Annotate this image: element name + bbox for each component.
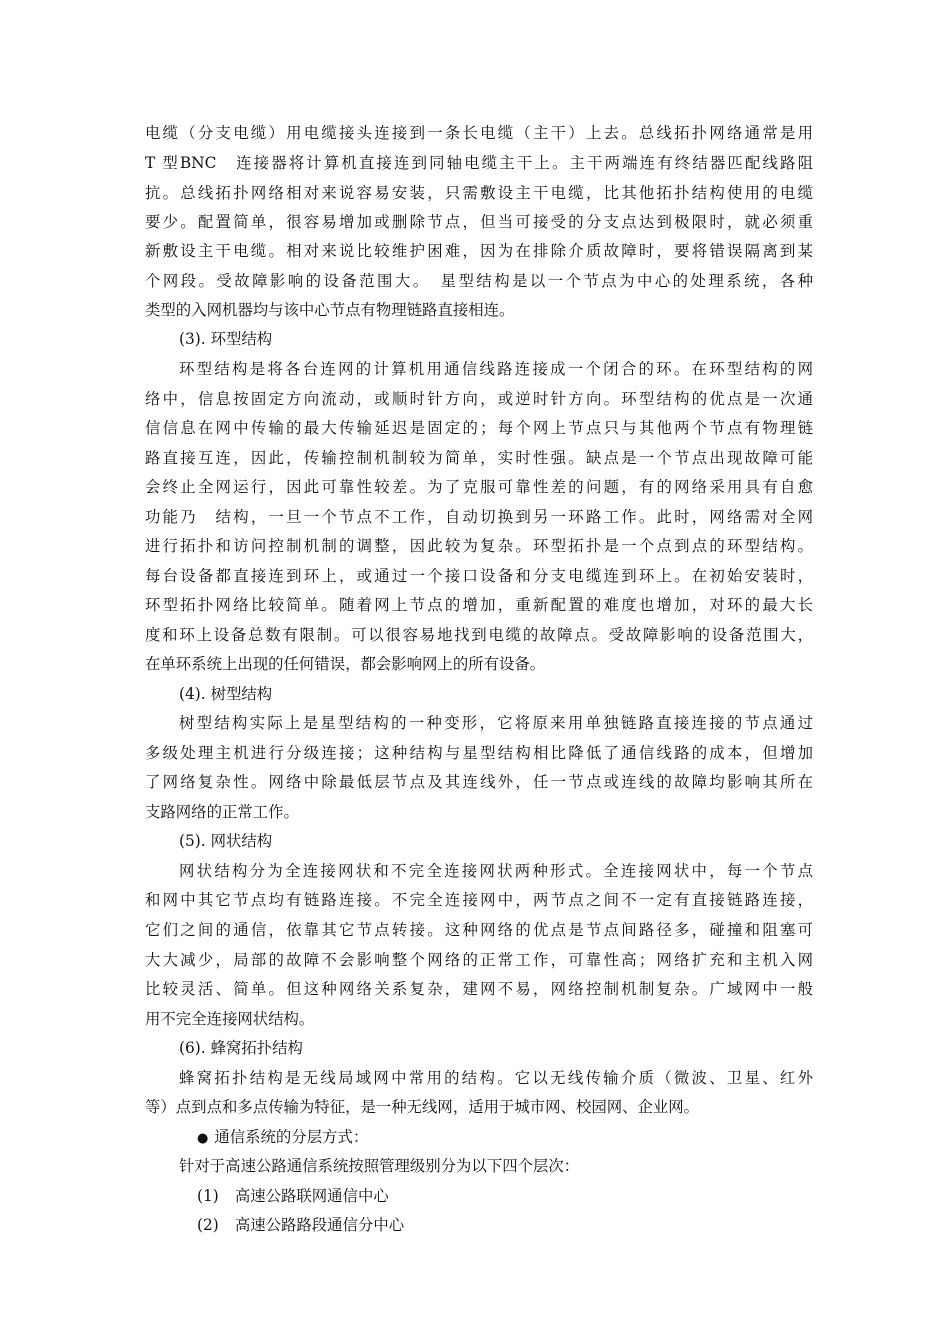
list-item xyxy=(197,1186,697,1208)
text-line: 大大减少，局部的故障不会影响整个网络的正常工作，可靠性高；网络扩充和主机入网 xyxy=(145,951,813,969)
text-line: 用不完全连接网状结构。 xyxy=(145,1010,315,1028)
text-line: 支路网络的正常工作。 xyxy=(145,803,299,821)
text-line: 抗。总线拓扑网络相对来说容易安装，只需敷设主干电缆，比其他拓扑结构使用的电缆 xyxy=(145,184,813,202)
text-line: 个网段。受故障影响的设备范围大。 星型结构是以一个节点为中心的处理系统，各种 xyxy=(145,272,813,290)
text-line: 树型结构实际上是星型结构的一种变形，它将原来用单独链路直接连接的节点通过 xyxy=(179,714,813,732)
text-line: 度和环上设备总数有限制。可以很容易地找到电缆的故障点。受故障影响的设备范围大， xyxy=(145,626,813,644)
text-line: 环型拓扑网络比较简单。随着网上节点的增加，重新配置的难度也增加，对环的最大长 xyxy=(145,596,813,614)
text-line: 新敷设主干电缆。相对来说比较维护困难，因为在排除介质故障时，要将错误隔离到某 xyxy=(145,242,813,260)
text-line: 和网中其它节点均有链路连接。不完全连接网中，两节点之间不一定有直接链路连接， xyxy=(145,891,813,909)
text-line: 网状结构分为全连接网状和不完全连接网状两种形式。全连接网状中，每一个节点 xyxy=(179,862,813,880)
list-number: (1) xyxy=(197,1187,219,1205)
list-text: 高速公路路段通信分中心 xyxy=(234,1216,405,1234)
list-number: (2) xyxy=(197,1216,219,1234)
text-line: 络中，信息按固定方向流动，或顺时针方向，或逆时针方向。环型结构的优点是一次通 xyxy=(145,390,813,408)
text-line: 类型的入网机器均与该中心节点有物理链路直接相连。 xyxy=(145,301,515,319)
text-line: 环型结构是将各台连网的计算机用通信线路连接成一个闭合的环。在环型结构的网 xyxy=(179,360,813,378)
section-heading: (4). 树型结构 xyxy=(179,685,273,703)
text-line: 功能乃 结构，一旦一个节点不工作，自动切换到另一环路工作。此时，网络需对全网 xyxy=(145,508,813,526)
text-line: 会终止全网运行，因此可靠性较差。为了克服可靠性差的问题，有的网络采用具有自愈 xyxy=(145,478,813,496)
text-line: 信信息在网中传输的最大传输延迟是固定的；每个网上节点只与其他两个节点有物理链 xyxy=(145,419,813,437)
text-line: 要少。配置简单，很容易增加或删除节点，但当可接受的分支点达到极限时，就必须重 xyxy=(145,213,813,231)
section-heading: (6). 蜂窝拓扑结构 xyxy=(179,1039,303,1057)
text-line: 比较灵活、简单。但这种网络关系复杂，建网不易，网络控制机制复杂。广域网中一般 xyxy=(145,980,813,998)
list-text: 高速公路联网通信中心 xyxy=(234,1187,389,1205)
text-line: 多级处理主机进行分级连接；这种结构与星型结构相比降低了通信线路的成本，但增加 xyxy=(145,744,813,762)
text-line: 在单环系统上出现的任何错误，都会影响网上的所有设备。 xyxy=(145,655,546,673)
text-line: T 型BNC 连接器将计算机直接连到同轴电缆主干上。主干两端连有终结器匹配线路阻 xyxy=(145,154,813,172)
section-heading: (3). 环型结构 xyxy=(179,330,273,348)
text-line: 路直接互连，因此，传输控制机制较为简单，实时性强。缺点是一个节点出现故障可能 xyxy=(145,449,813,467)
text-line: 每台设备都直接连到环上，或通过一个接口设备和分支电缆连到环上。在初始安装时， xyxy=(145,567,813,585)
section-heading: (5). 网状结构 xyxy=(179,832,273,850)
bullet-text: 通信系统的分层方式： xyxy=(214,1128,369,1146)
text-line: 针对于高速公路通信系统按照管理级别分为以下四个层次： xyxy=(179,1157,580,1175)
text-line: 进行拓扑和访问控制机制的调整，因此较为复杂。环型拓扑是一个点到点的环型结构。 xyxy=(145,537,813,555)
bullet-icon: ● xyxy=(197,1131,209,1146)
bullet-item xyxy=(197,1127,697,1149)
text-line: 蜂窝拓扑结构是无线局域网中常用的结构。它以无线传输介质（微波、卫星、红外 xyxy=(179,1069,813,1087)
text-line: 它们之间的通信，依靠其它节点转接。这种网络的优点是节点间路径多，碰撞和阻塞可 xyxy=(145,921,813,939)
text-line: 电缆（分支电缆）用电缆接头连接到一条长电缆（主干）上去。总线拓扑网络通常是用 xyxy=(145,124,813,142)
list-item xyxy=(197,1215,697,1237)
text-line: 了网络复杂性。网络中除最低层节点及其连线外，任一节点或连线的故障均影响其所在 xyxy=(145,773,813,791)
text-line: 等）点到点和多点传输为特征，是一种无线网，适用于城市网、校园网、企业网。 xyxy=(145,1098,700,1116)
